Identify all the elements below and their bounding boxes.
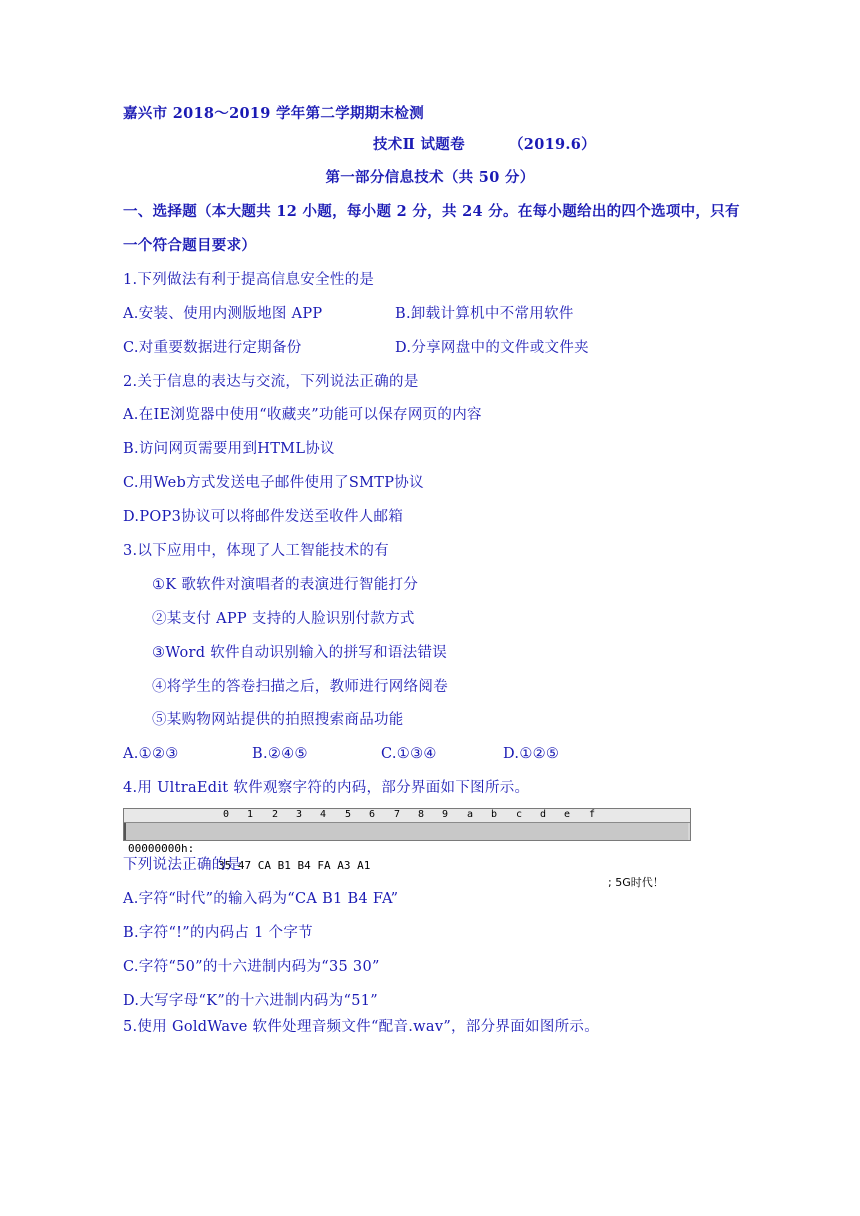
exam-subtitle: 技术Ⅱ 试题卷 (373, 136, 465, 153)
hex-column-header (124, 809, 690, 823)
hex-col-label: 6 (369, 809, 376, 820)
q3-option-d: D.①②⑤ (503, 746, 560, 762)
q3-stem: 3.以下应用中，体现了人工智能技术的有 (123, 543, 390, 559)
hex-col-label: d (540, 809, 547, 820)
q3-option-a: A.①②③ (123, 746, 179, 762)
q3-item: ②某支付 APP 支持的人脸识别付款方式 (152, 611, 415, 627)
hex-col-label: 8 (418, 809, 425, 820)
q2-stem: 2.关于信息的表达与交流，下列说法正确的是 (123, 374, 419, 390)
hex-ascii: ; 5G时代！ (608, 876, 664, 889)
hex-col-label: a (467, 809, 474, 820)
q1-option-c: C.对重要数据进行定期备份 (123, 340, 302, 356)
q1-stem: 1.下列做法有利于提高信息安全性的是 (123, 272, 375, 288)
hex-col-label: 9 (442, 809, 449, 820)
q3-option-b: B.②④⑤ (252, 746, 308, 762)
hex-col-label: e (564, 809, 571, 820)
q4-prompt: 下列说法正确的是 (123, 857, 242, 873)
hex-col-label: 3 (296, 809, 303, 820)
hex-col-label: 1 (247, 809, 254, 820)
exam-title: 嘉兴市 2018～2019 学年第二学期期末检测 (123, 105, 425, 122)
hex-address: 00000000h: (128, 842, 195, 855)
q3-item: ③Word 软件自动识别输入的拼写和语法错误 (152, 645, 448, 661)
section-heading-line1: 一、选择题（本大题共 12 小题，每小题 2 分，共 24 分。在每小题给出的四个选项中，只有 (123, 203, 740, 220)
hex-col-label: b (491, 809, 498, 820)
q2-option-a: A.在IE浏览器中使用“收藏夹”功能可以保存网页的内容 (123, 407, 482, 423)
hex-col-label: f (589, 809, 596, 820)
q2-option-b: B.访问网页需要用到HTML协议 (123, 441, 335, 457)
q4-option-b: B.字符“!”的内码占 1 个字节 (123, 925, 313, 941)
section-heading-line2: 一个符合题目要求） (123, 237, 257, 254)
hex-col-label: 4 (320, 809, 327, 820)
hex-col-label: 0 (223, 809, 230, 820)
q3-option-c: C.①③④ (381, 746, 437, 762)
q4-option-c: C.字符“50”的十六进制内码为“35 30” (123, 959, 380, 975)
q1-option-d: D.分享网盘中的文件或文件夹 (395, 340, 589, 356)
q3-item: ①K 歌软件对演唱者的表演进行智能打分 (152, 577, 419, 593)
hex-bytes: 35 47 CA B1 B4 FA A3 A1 (218, 859, 371, 872)
q3-item: ⑤某购物网站提供的拍照搜索商品功能 (152, 712, 404, 728)
q3-item: ④将学生的答卷扫描之后，教师进行网络阅卷 (152, 679, 448, 695)
q4-option-a: A.字符“时代”的输入码为“CA B1 B4 FA” (123, 891, 399, 907)
hex-col-label: 2 (272, 809, 279, 820)
q2-option-c: C.用Web方式发送电子邮件使用了SMTP协议 (123, 475, 424, 491)
exam-date: （2019.6） (509, 136, 596, 153)
q1-option-a: A.安装、使用内测版地图 APP (123, 306, 323, 322)
hex-col-label: 7 (394, 809, 401, 820)
q5-stem: 5.使用 GoldWave 软件处理音频文件“配音.wav”，部分界面如图所示。 (123, 1019, 600, 1035)
q4-option-d: D.大写字母“K”的十六进制内码为“51” (123, 993, 378, 1009)
q2-option-d: D.POP3协议可以将邮件发送至收件人邮箱 (123, 509, 404, 525)
q4-stem: 4.用 UltraEdit 软件观察字符的内码，部分界面如下图所示。 (123, 780, 530, 796)
hex-col-label: c (516, 809, 523, 820)
hex-col-label: 5 (345, 809, 352, 820)
part-heading: 第一部分信息技术（共 50 分） (325, 169, 535, 186)
q1-option-b: B.卸载计算机中不常用软件 (395, 306, 574, 322)
